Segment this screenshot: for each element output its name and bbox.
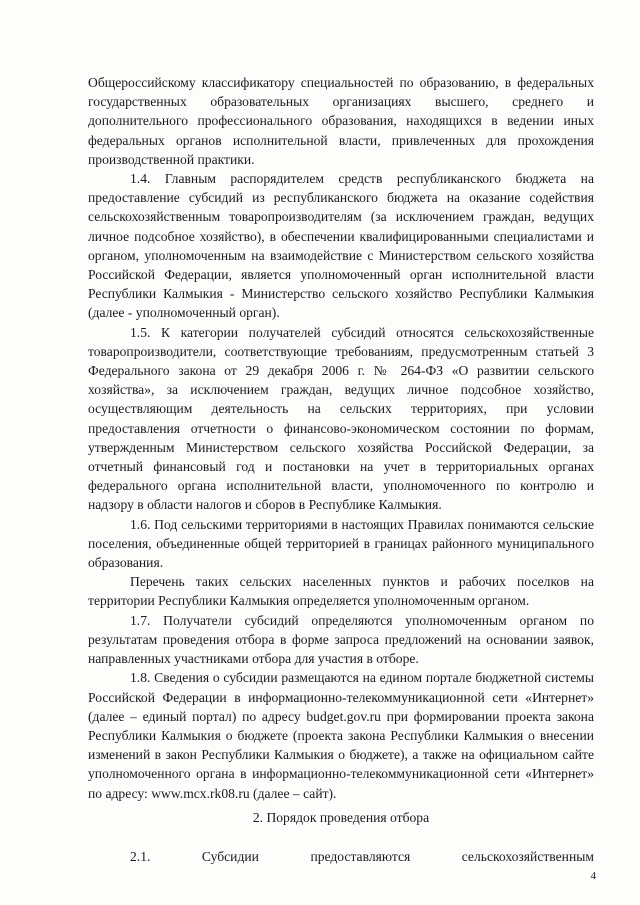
paragraph-2-1-start [130,847,594,866]
section-heading: 2. Порядок проведения отбора [252,810,430,825]
paragraph-1-8: 1.8. Сведения о субсидии размещаются на едином портале бюджетной системы Российской Федерации в информационно-телекоммуникационной сети «Интернет» (далее – единый портал) по адресу budget.gov.ru при формировании проекта закона Республики Калмыкия о бюджете (проекта закона Республики Калмыкия о внесении изменений в закон Республики Калмыкия о бюджете), а также на официальном сайте уполномоченного органа в информационно-телекоммуникационной сети «Интернет» по адресу: www.mcx.rk08.ru (далее – сайт). [88,670,594,801]
word: сельскохозяйственным [461,849,594,864]
clause-number: 2.1. [130,849,151,864]
page-number: 4 [590,870,596,882]
body-text [88,73,594,803]
paragraph-1-5: 1.5. К категории получателей субсидий относятся сельскохозяйственные товаропроизводители, соответствующие требованиям, предусмотренным статьей 3 Федерального закона от 29 декабря 2006 г. № 264-ФЗ «О развитии сельского хозяйства», за исключением граждан, ведущих личное подсобное хозяйство, осуществляющим деятельность на сельских территориях, при условии предоставления отчетности о финансово-экономическом состоянии по формам, утвержденным Министерством сельского хозяйства Российской Федерации, за отчетный финансовый год и постановки на учет в территориальных органах федерального органа исполнительной власти, уполномоченного по контролю и надзору в области налогов и сборов в Республике Калмыкия. [88,324,594,513]
word: предоставляются [310,849,411,864]
paragraph-1-4: 1.4. Главным распорядителем средств республиканского бюджета на предоставление субсидий из республиканского бюджета на оказание содействия сельскохозяйственным товаропроизводителям (за исключением граждан, ведущих личное подсобное хозяйство), в обеспечении квалифицированными специалистами и органом, уполномоченным на взаимодействие с Министерством сельского хозяйства Российской Федерации, является уполномоченный орган исполнительной власти Республики Калмыкия - Министерство сельского хозяйство Республики Калмыкия (далее - уполномоченный орган). [88,171,594,321]
word: Субсидии [201,849,259,864]
paragraph-continuation: Общероссийскому классификатору специальностей по образованию, в федеральных государственных образовательных организациях высшего, среднего и дополнительного профессионального образования, находящихся в ведении иных федеральных органов исполнительной власти, привлеченных для прохождения производственной практики. [88,75,594,167]
paragraph-1-6: 1.6. Под сельскими территориями в настоящих Правилах понимаются сельские поселения, объединенные общей территорией в границах районного муниципального образования. [88,516,594,571]
paragraph-settlements-list: Перечень таких сельских населенных пунктов и рабочих поселков на территории Республики Калмыкия определяется уполномоченным органом. [88,574,594,609]
paragraph-1-7: 1.7. Получатели субсидий определяются уполномоченным органом по результатам проведения отбора в форме запроса предложений на основании заявок, направленных участниками отбора для участия в отборе. [88,612,594,667]
